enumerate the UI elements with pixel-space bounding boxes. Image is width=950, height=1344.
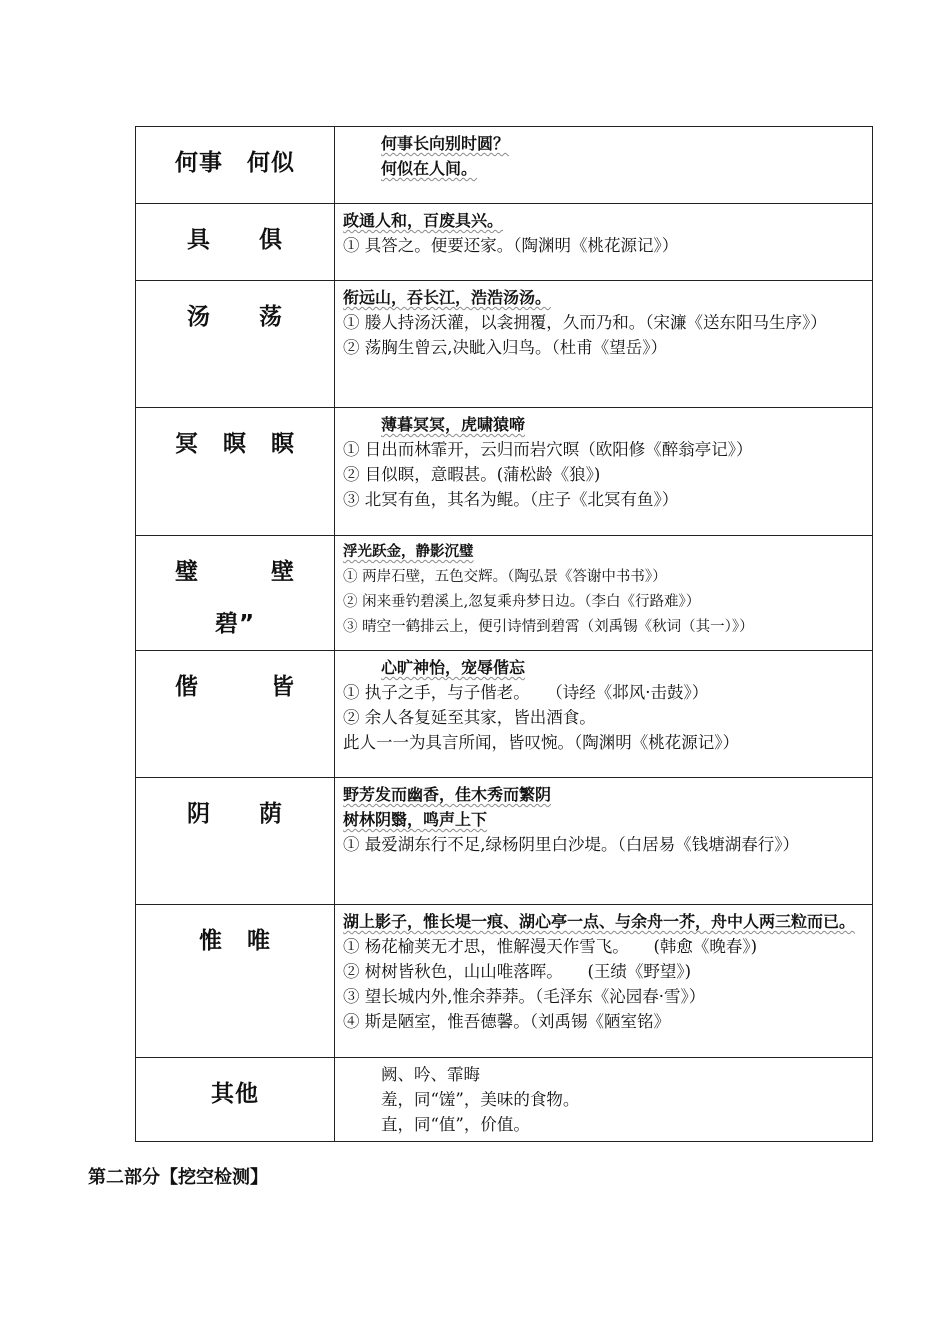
example-line	[343, 1062, 866, 1087]
table-row	[136, 536, 873, 651]
term-cell	[136, 1058, 335, 1142]
example-cell	[335, 536, 873, 651]
example-headline	[343, 807, 866, 832]
example-line	[343, 832, 866, 857]
example-text: 直，同“值”，价值。	[381, 1115, 530, 1134]
example-line	[343, 335, 866, 360]
example-cell	[335, 127, 873, 204]
example-line	[343, 1112, 866, 1137]
term-label: 具 俱	[187, 227, 283, 253]
example-line	[343, 131, 866, 156]
example-line	[343, 934, 866, 959]
example-text: ② 余人各复延至其家，皆出酒食。	[343, 708, 596, 727]
example-text: 羞，同“馐”，美味的食物。	[381, 1090, 580, 1109]
table-row	[136, 281, 873, 408]
example-text: ① 具答之。便要还家。（陶渊明《桃花源记》）	[343, 236, 679, 255]
example-line	[343, 615, 866, 640]
term-label: 汤 荡	[187, 304, 283, 330]
example-line	[343, 590, 866, 615]
term-cell	[136, 281, 335, 408]
example-line	[343, 565, 866, 590]
example-line	[343, 310, 866, 335]
example-line	[343, 680, 866, 705]
example-text: ② 目似瞑，意暇甚。(蒲松龄《狼》)	[343, 465, 601, 484]
term-cell	[136, 408, 335, 536]
table-row	[136, 651, 873, 778]
example-text: ④ 斯是陋室，惟吾德馨。（刘禹锡《陋室铭》	[343, 1012, 670, 1031]
example-cell	[335, 905, 873, 1058]
example-text: ③ 晴空一鹤排云上，便引诗情到碧霄（刘禹锡《秋词（其一）》）	[343, 619, 754, 635]
term-label: 何事 何似	[175, 150, 295, 176]
table-row	[136, 408, 873, 536]
example-text: 阙、吟、霏晦	[381, 1065, 480, 1084]
term-cell	[136, 536, 335, 651]
headline-text: 野芳发而幽香，佳木秀而繁阴	[343, 785, 552, 804]
example-text: ① 两岸石壁，五色交辉。（陶弘景《答谢中书书》）	[343, 569, 667, 585]
section-title: 第二部分【挖空检测】	[88, 1167, 268, 1188]
headline-text: 树林阴翳，鸣声上下	[343, 810, 488, 829]
example-line	[343, 984, 866, 1009]
example-headline	[343, 285, 866, 310]
headline-text: 衔远山，吞长江，浩浩汤汤。	[343, 288, 552, 307]
headline-text: 政通人和，百废具兴。	[343, 211, 504, 230]
headline-text: 浮光跃金，静影沉璧	[343, 544, 474, 560]
term-label: 璧 壁 碧”	[175, 559, 295, 637]
example-headline	[343, 782, 866, 807]
example-text: ② 荡胸生曾云,决眦入归鸟。（杜甫《望岳》）	[343, 338, 667, 357]
term-label: 阴 荫	[187, 801, 283, 827]
example-line	[343, 1009, 866, 1034]
example-headline	[343, 655, 866, 680]
example-text: ③ 望长城内外,惟余莽莽。（毛泽东《沁园春·雪》）	[343, 987, 706, 1006]
term-cell	[136, 651, 335, 778]
example-cell	[335, 204, 873, 281]
example-cell	[335, 1058, 873, 1142]
example-text: 何似在人间。	[381, 159, 478, 178]
term-cell	[136, 905, 335, 1058]
example-text: ① 杨花榆荚无才思，惟解漫天作雪飞。 (韩愈《晚春》)	[343, 937, 758, 956]
example-headline	[343, 208, 866, 233]
example-text: ① 媵人持汤沃灌，以衾拥覆，久而乃和。（宋濂《送东阳马生序》）	[343, 313, 827, 332]
example-line	[343, 487, 866, 512]
headline-text: 心旷神怡，宠辱偕忘	[381, 658, 526, 677]
example-line	[343, 156, 866, 181]
headline-text: 湖上影子，惟长堤一痕、湖心亭一点、与余舟一芥，舟中人两三粒而已。	[343, 912, 856, 931]
example-line	[343, 705, 866, 730]
example-line	[343, 437, 866, 462]
headline-text: 薄暮冥冥，虎啸猿啼	[381, 415, 526, 434]
term-label: 冥 暝 瞑	[175, 431, 295, 457]
example-text: ① 最爱湖东行不足,绿杨阴里白沙堤。（白居易《钱塘湖春行》）	[343, 835, 799, 854]
term-cell	[136, 127, 335, 204]
example-text: ③ 北冥有鱼，其名为鲲。（庄子《北冥有鱼》）	[343, 490, 679, 509]
example-headline	[343, 412, 866, 437]
example-text: ① 执子之手，与子偕老。 （诗经《邶风·击鼓》）	[343, 683, 709, 702]
term-label: 其他	[211, 1081, 259, 1107]
example-cell	[335, 408, 873, 536]
table-row	[136, 204, 873, 281]
example-text: ① 日出而林霏开，云归而岩穴暝（欧阳修《醉翁亭记》）	[343, 440, 753, 459]
example-text: 何事长向别时圆？	[381, 134, 510, 153]
example-cell	[335, 651, 873, 778]
example-text: ② 树树皆秋色，山山唯落晖。 (王绩《野望》)	[343, 962, 692, 981]
example-cell	[335, 778, 873, 905]
word-comparison-table	[135, 126, 873, 1142]
example-cell	[335, 281, 873, 408]
example-text: ② 闲来垂钓碧溪上,忽复乘舟梦日边。（李白《行路难》）	[343, 594, 701, 610]
term-label: 偕 皆	[175, 674, 295, 700]
term-cell	[136, 778, 335, 905]
example-line	[343, 233, 866, 258]
example-line	[343, 462, 866, 487]
example-line	[343, 959, 866, 984]
table-row	[136, 1058, 873, 1142]
example-headline	[343, 540, 866, 565]
table-row	[136, 127, 873, 204]
term-label: 惟 唯	[199, 928, 271, 954]
example-line	[343, 1087, 866, 1112]
term-cell	[136, 204, 335, 281]
table-row	[136, 905, 873, 1058]
table-row	[136, 778, 873, 905]
example-line	[343, 730, 866, 755]
example-text: 此人一一为具言所闻，皆叹惋。（陶渊明《桃花源记》）	[343, 733, 739, 752]
example-headline	[343, 909, 866, 934]
